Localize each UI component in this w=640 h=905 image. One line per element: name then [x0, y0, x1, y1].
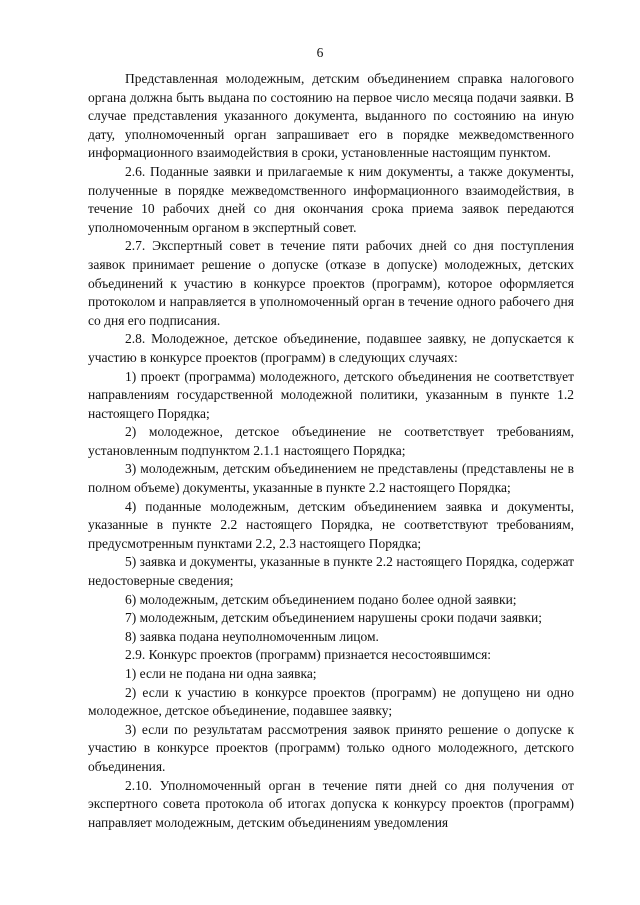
list-item-2-9-1: 1) если не подана ни одна заявка; — [125, 666, 317, 681]
list-item-2-8-6: 6) молодежным, детским объединением подано более одной заявки; — [125, 591, 517, 607]
document-body — [88, 70, 574, 832]
list-item-2-8-7: 7) молодежным, детским объединением нарушены сроки подачи заявки; — [125, 610, 542, 626]
page-number: 6 — [316, 45, 324, 60]
list-item-2-8-4: 4) поданные молодежным, детским объединением заявка и документы, указанные в пункте 2.2 настоящего Порядка, не соответствуют требованиям, предусмотренным пунктами 2.2, 2.3 настоящего Порядка; — [88, 498, 574, 551]
paragraph-2-10: 2.10. Уполномоченный орган в течение пяти дней со дня получения от экспертного совета протокола об итогах допуска к конкурсу проектов (программ) направляет молодежным, детским объединениям уведомления — [88, 777, 574, 830]
paragraph-2-7: 2.7. Экспертный совет в течение пяти рабочих дней со дня поступления заявок принимает решение о допуске (отказе в допуске) молодежных, детских объединений к участию в конкурсе проектов (программ), которое оформляется протоколом и направляется в уполномоченный орган в течение одного рабочего дня со дня его подписания. — [88, 238, 574, 328]
paragraph-2-9: 2.9. Конкурс проектов (программ) признается несостоявшимся: — [125, 647, 492, 663]
list-item-2-8-8: 8) заявка подана неуполномоченным лицом. — [125, 628, 379, 644]
list-item-2-9-3: 3) если по результатам рассмотрения заявок принято решение о допуске к участию в конкурсе проектов (программ) только одного молодежного, детского объединения. — [88, 721, 574, 774]
list-item-2-8-5: 5) заявка и документы, указанные в пункте 2.2 настоящего Порядка, содержат недостоверные сведения; — [88, 554, 574, 589]
paragraph-2-6: 2.6. Поданные заявки и прилагаемые к ним документы, а также документы, полученные в порядке межведомственного информационного взаимодействия, в течение 10 рабочих дней со дня окончания срока приема заявок передаются уполномоченным органом в экспертный совет. — [88, 163, 574, 235]
list-item-2-8-1: 1) проект (программа) молодежного, детского объединения не соответствует направлениям государственной молодежной политики, указанным в пункте 1.2 настоящего Порядка; — [88, 368, 574, 421]
list-item-2-8-3: 3) молодежным, детским объединением не представлены (представлены не в полном объеме) документы, указанные в пункте 2.2 настоящего Порядка; — [88, 461, 574, 496]
paragraph-note-tax-certificate: Представленная молодежным, детским объединением справка налогового органа должна быть выдана по состоянию на первое число месяца подачи заявки. В случае представления указанного документа, выданного по состоянию на иную дату, уполномоченный орган запрашивает его в порядке межведомственного информационного взаимодействия в сроки, установленные настоящим пунктом. — [88, 71, 574, 161]
list-item-2-9-2: 2) если к участию в конкурсе проектов (программ) не допущено ни одно молодежное, детское объединение, подавшее заявку; — [88, 684, 574, 719]
paragraph-2-8: 2.8. Молодежное, детское объединение, подавшее заявку, не допускается к участию в конкурсе проектов (программ) в следующих случаях: — [88, 331, 574, 365]
list-item-2-8-2: 2) молодежное, детское объединение не соответствует требованиям, установленным подпунктом 2.1.1 настоящего Порядка; — [88, 424, 574, 458]
